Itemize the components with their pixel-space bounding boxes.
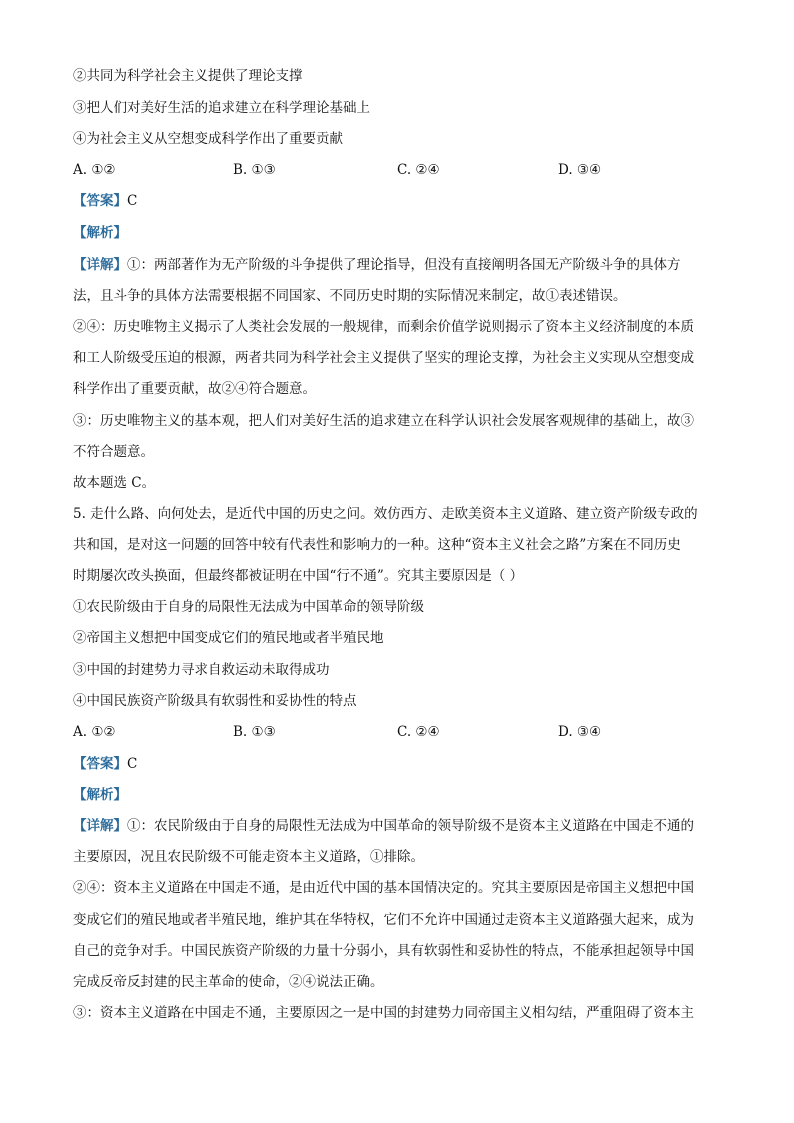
answer-value: C — [127, 193, 138, 209]
q4-statement-4: ④为社会主义从空想变成科学作出了重要贡献 — [73, 131, 343, 147]
q5-stem-line: 共和国，是对这一问题的回答中较有代表性和影响力的一种。这种“资本主义社会之路”方案在不同历史 — [73, 537, 681, 553]
q4-detail-line — [73, 256, 681, 274]
q5-statement-3: ③中国的封建势力寻求自救运动未取得成功 — [73, 662, 330, 678]
q4-detail-line: ②④：历史唯物主义揭示了人类社会发展的一般规律，而剩余价值学说则揭示了资本主义经济制度的本质 — [73, 319, 694, 335]
answer-value: C — [127, 756, 138, 772]
q5-answer — [73, 755, 137, 773]
q4-detail-line: 不符合题意。 — [73, 444, 154, 460]
q5-statement-1: ①农民阶级由于自身的局限性无法成为中国革命的领导阶级 — [73, 599, 424, 615]
q4-option-b: B. ①③ — [233, 162, 276, 178]
q4-conclusion: 故本题选 C。 — [73, 475, 156, 491]
q5-option-b: B. ①③ — [233, 724, 276, 740]
q5-stem-line: 时期屡次改头换面，但最终都被证明在中国“行不通”。究其主要原因是（ ） — [73, 568, 524, 584]
q5-option-c: C. ②④ — [397, 724, 440, 740]
q5-detail-text: ①：农民阶级由于自身的局限性无法成为中国革命的领导阶级不是资本主义道路在中国走不通的 — [127, 818, 694, 834]
q5-option-a: A. ①② — [73, 724, 116, 740]
q5-detail-line: 变成它们的殖民地或者半殖民地，维护其在华特权，它们不允许中国通过走资本主义道路强大起来，成为 — [73, 912, 694, 928]
q4-statement-3: ③把人们对美好生活的追求建立在科学理论基础上 — [73, 100, 370, 116]
detail-tag: 【详解】 — [73, 818, 127, 834]
q4-option-c: C. ②④ — [397, 162, 440, 178]
q5-statement-4: ④中国民族资产阶级具有软弱性和妥协性的特点 — [73, 693, 357, 709]
q4-option-d: D. ③④ — [558, 162, 602, 178]
analysis-tag: 【解析】 — [73, 787, 127, 803]
q5-detail-line: 自己的竞争对手。中国民族资产阶级的力量十分弱小，具有软弱性和妥协性的特点，不能承担起领导中国 — [73, 943, 694, 959]
q5-detail-line: ②④：资本主义道路在中国走不通，是由近代中国的基本国情决定的。究其主要原因是帝国主义想把中国 — [73, 880, 694, 896]
q5-detail-line: ③：资本主义道路在中国走不通，主要原因之一是中国的封建势力同帝国主义相勾结，严重阻碍了资本主 — [73, 1005, 694, 1021]
answer-tag: 【答案】 — [73, 193, 127, 209]
q4-detail-text: ①：两部著作为无产阶级的斗争提供了理论指导，但没有直接阐明各国无产阶级斗争的具体方 — [127, 257, 681, 273]
detail-tag: 【详解】 — [73, 257, 127, 273]
answer-tag: 【答案】 — [73, 756, 127, 772]
q4-detail-line: 和工人阶级受压迫的根源，两者共同为科学社会主义提供了坚实的理论支撑，为社会主义实现从空想变成 — [73, 350, 694, 366]
q5-statement-2: ②帝国主义想把中国变成它们的殖民地或者半殖民地 — [73, 630, 384, 646]
q4-option-a: A. ①② — [73, 162, 116, 178]
analysis-tag: 【解析】 — [73, 225, 127, 241]
q4-answer — [73, 192, 137, 210]
q5-stem-line: 5. 走什么路、向何处去，是近代中国的历史之问。效仿西方、走欧美资本主义道路、建立资产阶级专政的 — [73, 506, 698, 522]
q4-detail-line: ③：历史唯物主义的基本观，把人们对美好生活的追求建立在科学认识社会发展客观规律的基础上，故③ — [73, 413, 694, 429]
q5-detail-line — [73, 817, 694, 835]
q4-statement-2: ②共同为科学社会主义提供了理论支撑 — [73, 68, 303, 84]
q4-detail-line: 法，且斗争的具体方法需要根据不同国家、不同历史时期的实际情况来制定，故①表述错误。 — [73, 288, 627, 304]
q4-analysis-heading — [73, 224, 127, 242]
q5-detail-line: 完成反帝反封建的民主革命的使命，②④说法正确。 — [73, 974, 384, 990]
q4-detail-line: 科学作出了重要贡献，故②④符合题意。 — [73, 381, 316, 397]
q5-option-d: D. ③④ — [558, 724, 602, 740]
q5-analysis-heading — [73, 786, 127, 804]
q5-detail-line: 主要原因，况且农民阶级不可能走资本主义道路，①排除。 — [73, 849, 424, 865]
